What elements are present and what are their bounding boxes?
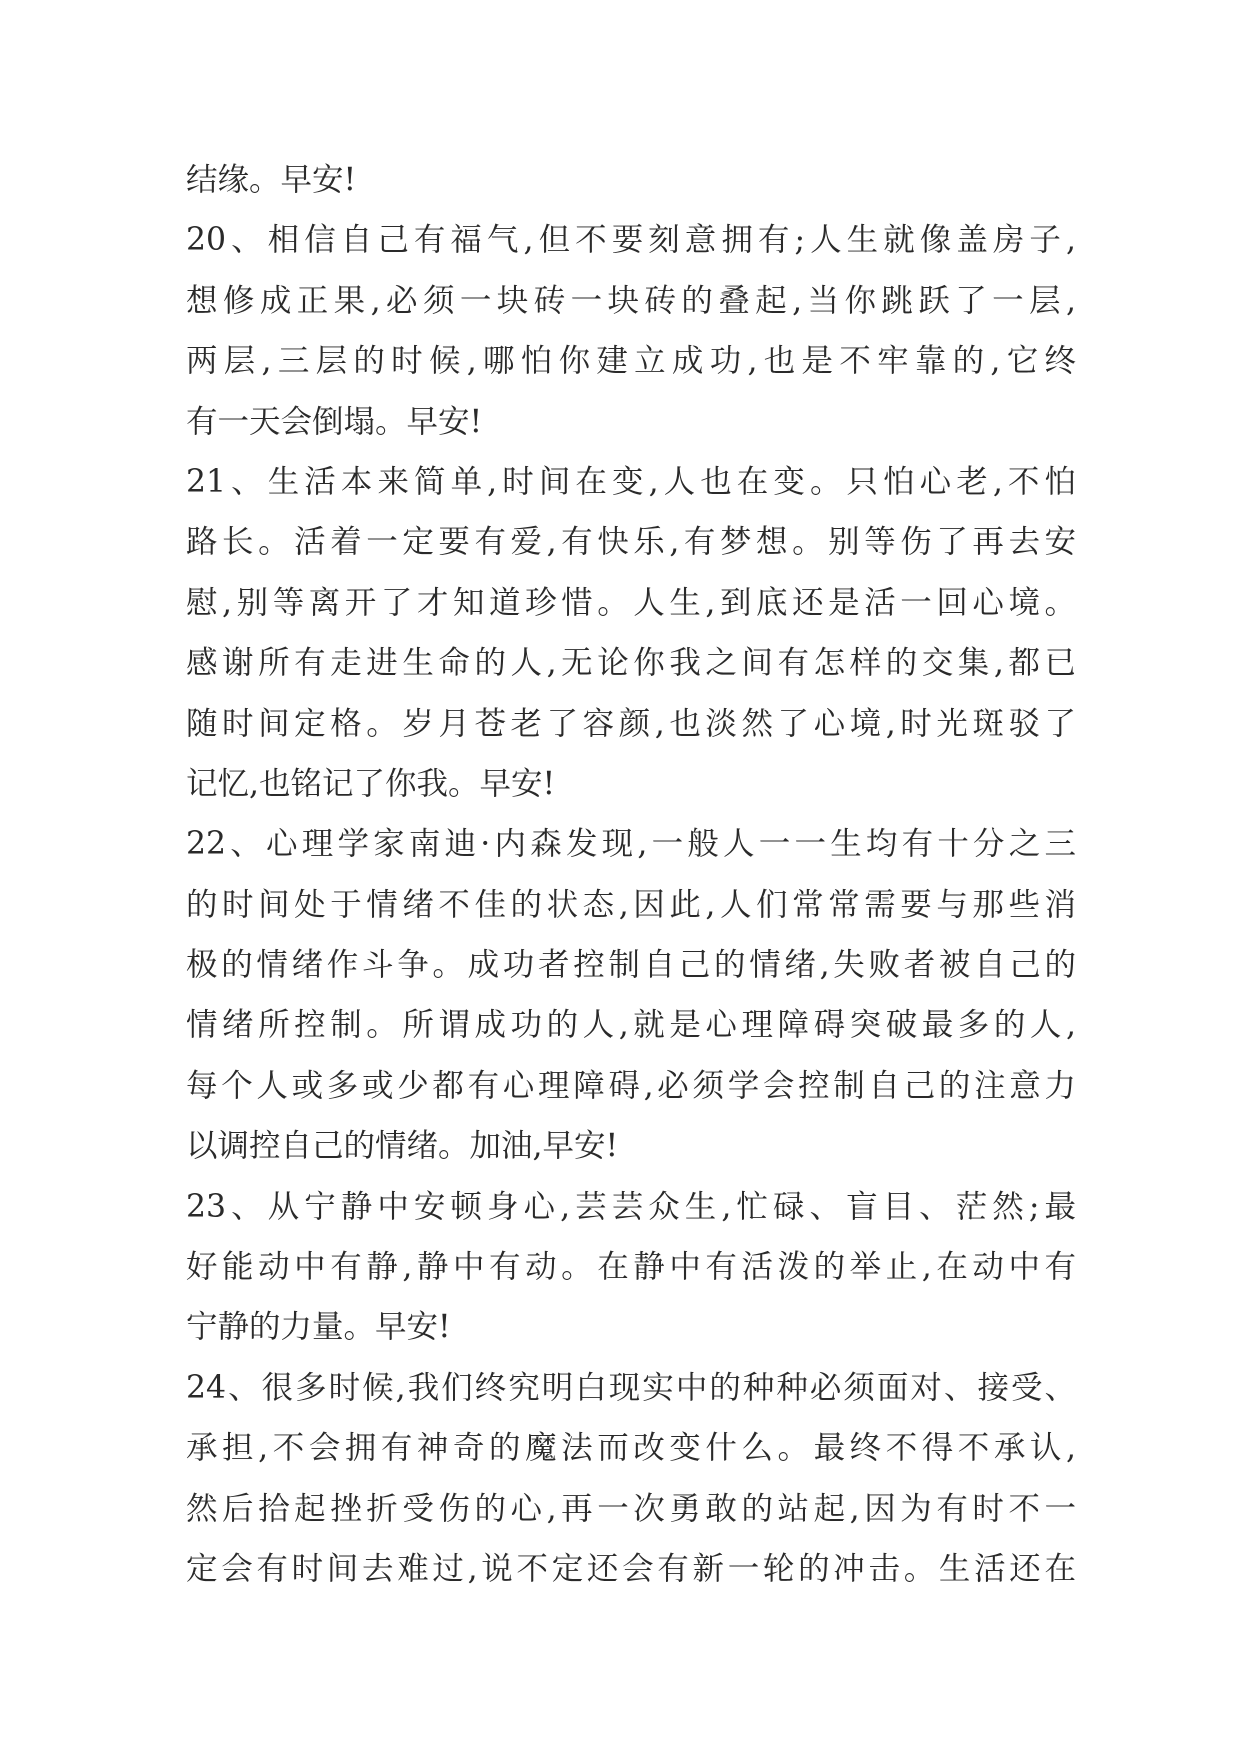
text-line: 24、很多时候,我们终究明白现实中的种种必须面对、接受、: [186, 1369, 1076, 1406]
text-line: 宁静的力量。早安!: [186, 1309, 451, 1346]
text-line: 极的情绪作斗争。成功者控制自己的情绪,失败者被自己的: [186, 947, 1076, 984]
text-line: 情绪所控制。所谓成功的人,就是心理障碍突破最多的人,: [186, 1007, 1076, 1044]
text-line: 慰,别等离开了才知道珍惜。人生,到底还是活一回心境。: [186, 584, 1076, 621]
text-line: 两层,三层的时候,哪怕你建立成功,也是不牢靠的,它终: [186, 343, 1076, 380]
text-line: 记忆,也铭记了你我。早安!: [186, 765, 556, 802]
body-text: [186, 150, 1076, 1599]
text-line: 的时间处于情绪不佳的状态,因此,人们常常需要与那些消: [186, 886, 1076, 923]
text-line: 以调控自己的情绪。加油,早安!: [186, 1128, 619, 1165]
text-line: 结缘。早安!: [186, 162, 357, 198]
text-line: 随时间定格。岁月苍老了容颜,也淡然了心境,时光斑驳了: [186, 705, 1076, 742]
text-line: 20、相信自己有福气,但不要刻意拥有;人生就像盖房子,: [186, 222, 1076, 259]
text-line: 定会有时间去难过,说不定还会有新一轮的冲击。生活还在: [186, 1550, 1076, 1587]
text-line: 好能动中有静,静中有动。在静中有活泼的举止,在动中有: [186, 1249, 1076, 1286]
text-line: 21、生活本来简单,时间在变,人也在变。只怕心老,不怕: [186, 463, 1076, 500]
text-line: 然后拾起挫折受伤的心,再一次勇敢的站起,因为有时不一: [186, 1490, 1076, 1527]
text-line: 承担,不会拥有神奇的魔法而改变什么。最终不得不承认,: [186, 1430, 1076, 1467]
text-line: 有一天会倒塌。早安!: [186, 403, 483, 440]
text-line: 路长。活着一定要有爱,有快乐,有梦想。别等伤了再去安: [186, 524, 1076, 561]
text-line: 想修成正果,必须一块砖一块砖的叠起,当你跳跃了一层,: [186, 282, 1076, 319]
text-line: 每个人或多或少都有心理障碍,必须学会控制自己的注意力: [186, 1067, 1076, 1104]
text-line: 感谢所有走进生命的人,无论你我之间有怎样的交集,都已: [186, 645, 1076, 682]
text-line: 23、从宁静中安顿身心,芸芸众生,忙碌、盲目、茫然;最: [186, 1188, 1076, 1225]
text-line: 22、心理学家南迪·内森发现,一般人一一生均有十分之三: [186, 826, 1076, 863]
